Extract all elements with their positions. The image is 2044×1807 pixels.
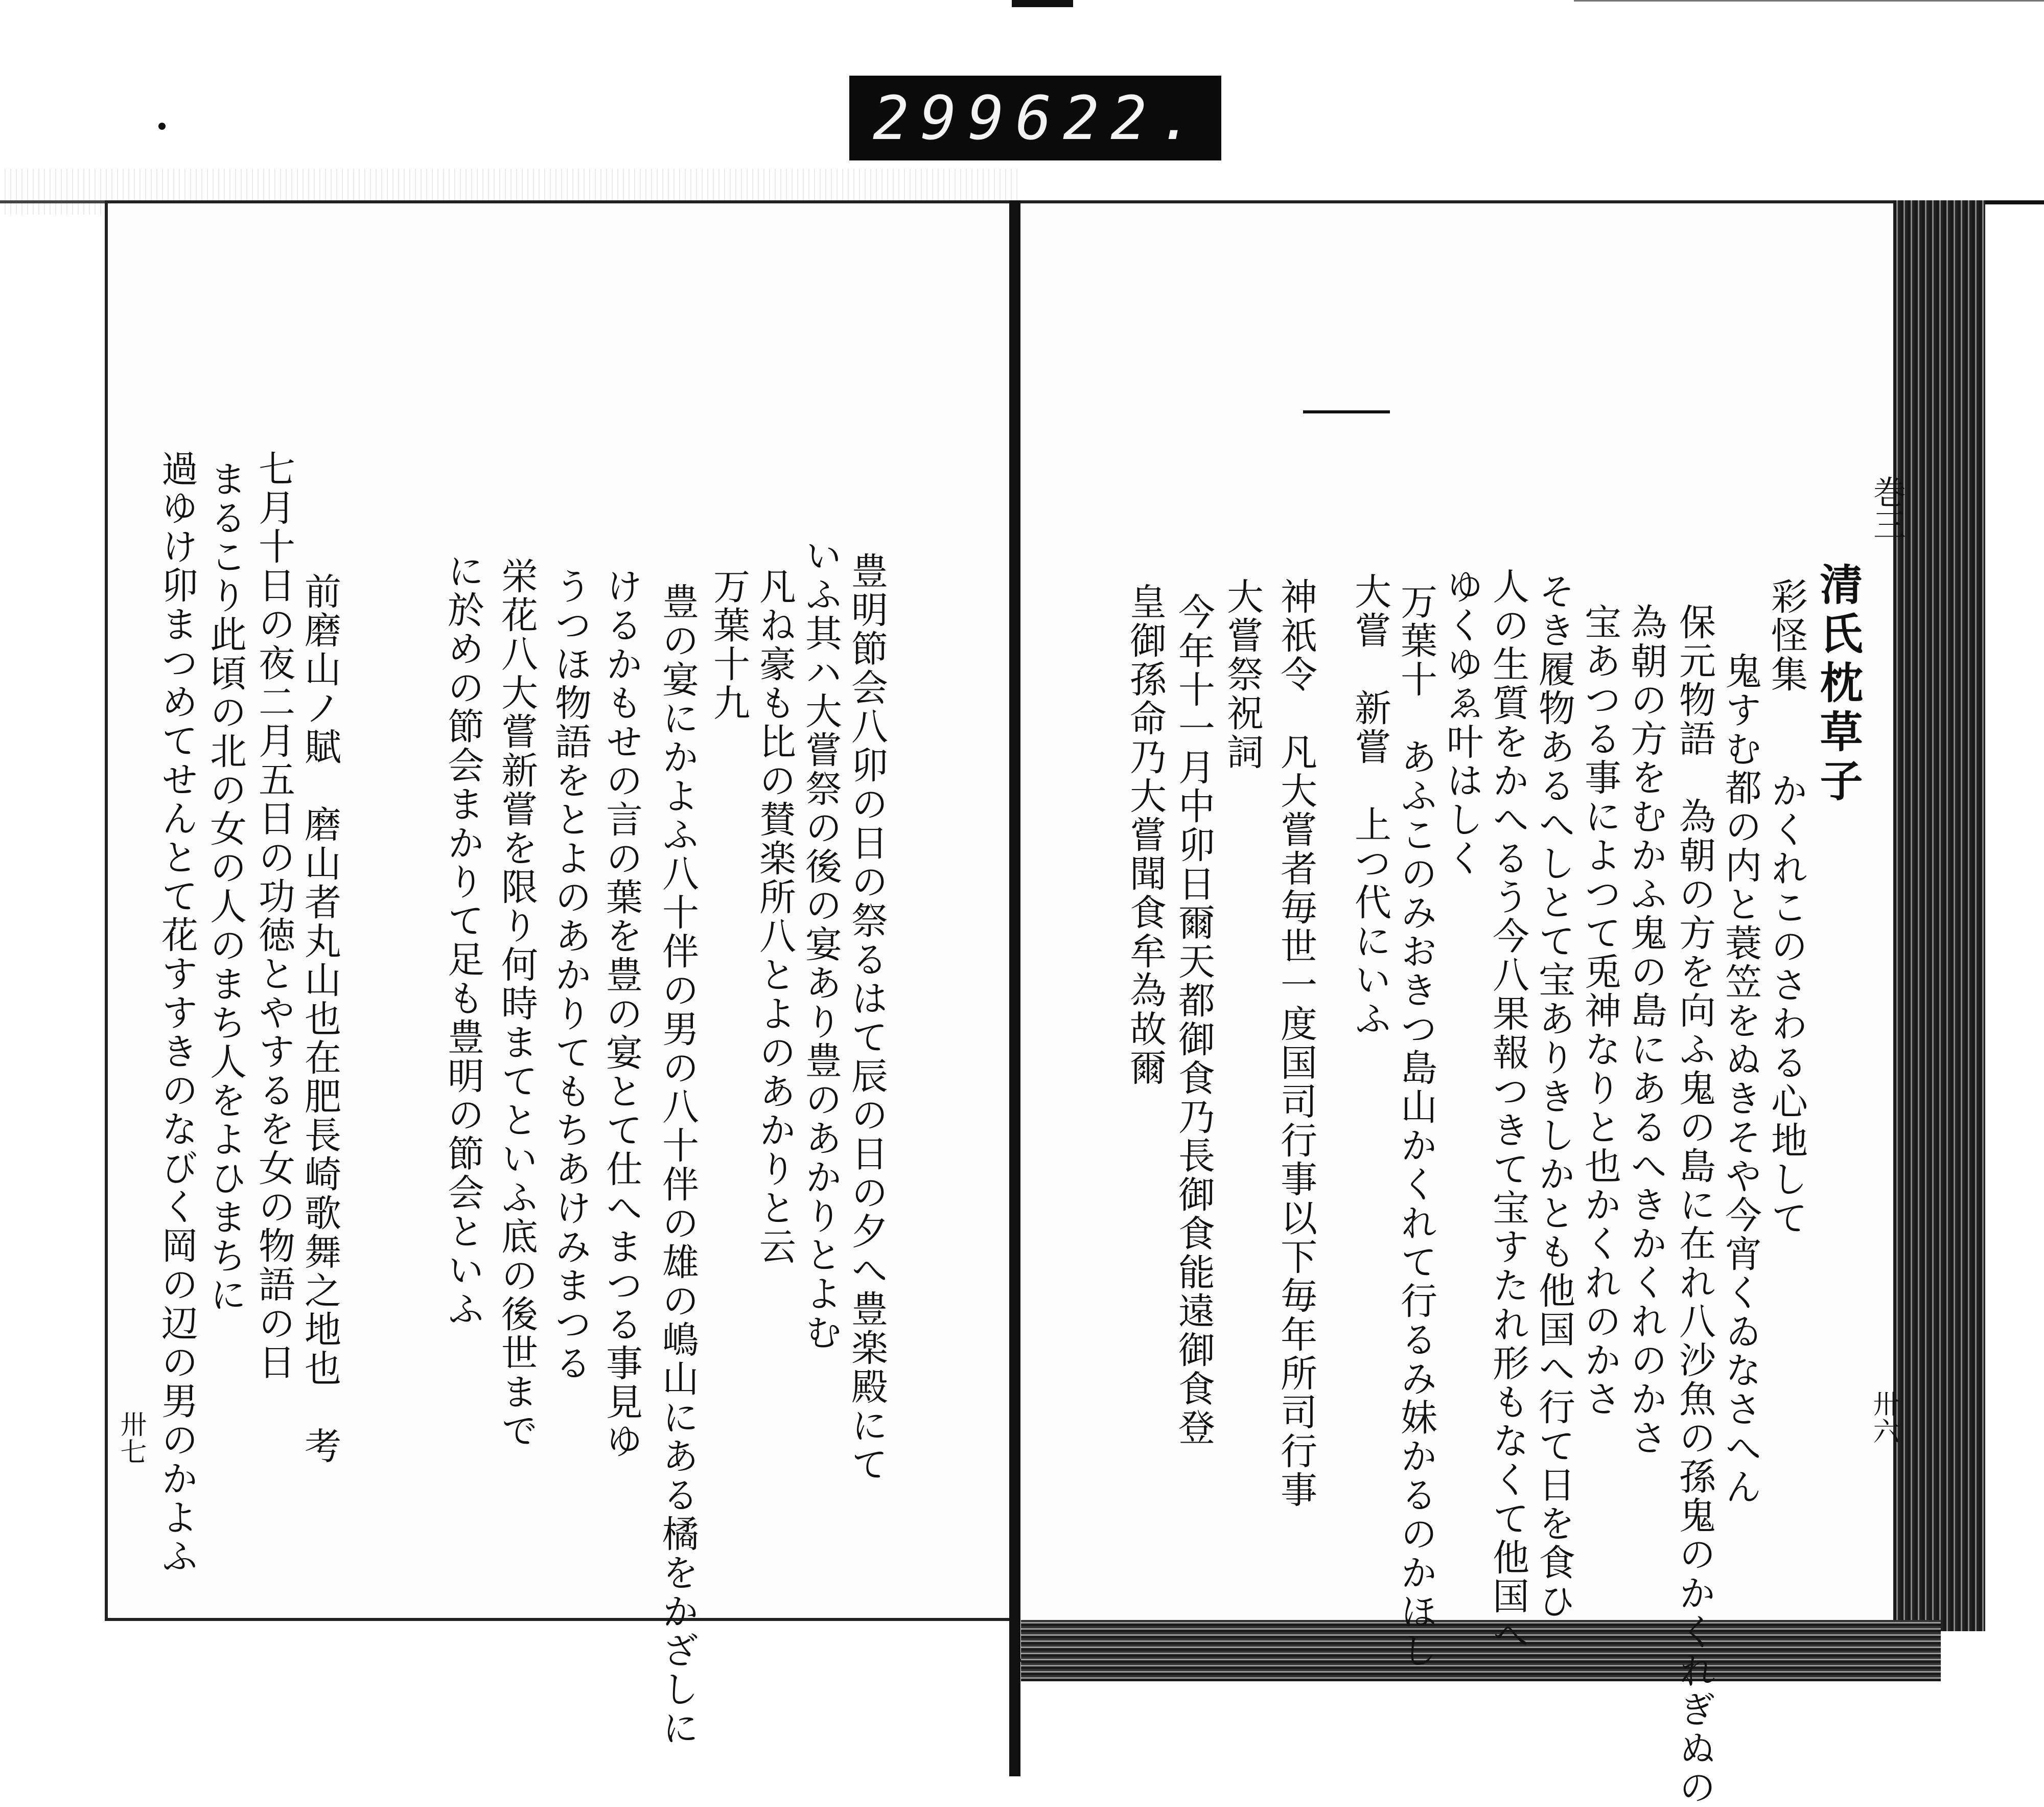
text-column: 宝あつる事によつて兎神なりと也かくれのかさ [1578, 603, 1621, 1419]
text-column: 神祇令 凡大嘗者毎世一度国司行事以下毎年所司行事 [1274, 577, 1317, 1510]
text-column: 豊明節会八卯の日の祭るはて辰の日の夕へ豊楽殿にて [845, 552, 888, 1484]
text-column: 豊の宴にかよふ八十伴の男の八十伴の雄の嶋山にある橘をかざしに [656, 583, 699, 1748]
top-edge-mark [1012, 0, 1073, 7]
section-dash [1303, 410, 1390, 413]
right-outer-edge [1985, 200, 2044, 204]
text-column: 保元物語 為朝の方を向ふ鬼の島に在れ八沙魚の孫鬼のかくれぎぬの [1673, 603, 1716, 1807]
text-column: ゆくゆゑ叶はしく [1441, 567, 1483, 878]
text-column: 大嘗祭祝詞 [1221, 577, 1264, 772]
volume-margin-tag: 巻三 [1868, 475, 1906, 541]
text-column: うつほ物語をとよのあかりてもちあけみまつる [549, 567, 592, 1383]
page-stack-bottom [1021, 1620, 1941, 1681]
text-column: 鬼すむ都の内と蓑笠をぬきそや今宵くゐなさへん [1719, 613, 1762, 1507]
text-column: 清氏枕草子 [1813, 562, 1864, 807]
text-column: 万葉十 あふこのみおきつ島山かくれて行るみ妹かるのかほし [1395, 583, 1437, 1670]
text-column: 七月十日の夜二月五日の功徳とやするを女の物語の日 [252, 450, 295, 1382]
text-column: 皇御孫命乃大嘗聞食牟為故爾 [1124, 583, 1167, 1087]
text-column: いふ其ハ大嘗祭の後の宴あり豊のあかりとよむ [799, 537, 842, 1352]
left-outer-edge [0, 200, 105, 203]
page-stack-edge [1893, 200, 1985, 1631]
text-column: 万葉十九 [707, 567, 750, 723]
text-column: に於めの節会まかりて足も豊明の節会といふ [442, 552, 484, 1329]
book-gutter [1009, 200, 1020, 1776]
page-number-tag: 卅六 [1868, 1390, 1899, 1445]
ink-speck [158, 123, 166, 130]
text-column: 大嘗 新嘗 上つ代にいふ [1349, 572, 1391, 1038]
text-column: 過ゆけ卯まつめてせんとて花すすきのなびく岡の辺の男のかよふ [155, 450, 198, 1576]
text-column: 今年十一月中卯日爾天都御食乃長御食能遠御食登 [1172, 593, 1215, 1447]
page-number-tag: 卅七 [115, 1410, 146, 1466]
text-column: そき履物あるへしとて宝ありきしかとも他国へ行て日を食ひ [1532, 572, 1575, 1621]
text-column: 人の生質をかへるう今八果報つきて宝すたれ形もなくて他国へ [1486, 567, 1529, 1655]
text-column: 彩怪集 かくれこのさわる心地して [1765, 577, 1808, 1238]
text-column: 凡ね豪も比の賛楽所八とよのあかりと云 [753, 567, 796, 1266]
top-edge-rule [1574, 0, 2044, 2]
frame-index: 622. [1015, 83, 1206, 153]
text-column: 栄花八大嘗新嘗を限り何時まてといふ底の後世まで [495, 557, 538, 1450]
frame-counter-label [849, 76, 1221, 160]
text-column: まるこり此頃の北の女の人のまち人をよひまちに [204, 460, 247, 1314]
text-column: 為朝の方をむかふ鬼の島にあるへきかくれのかさ [1624, 603, 1667, 1457]
text-column: 前磨山ノ賦 磨山者丸山也在肥長崎歌舞之地也 考 [298, 572, 341, 1466]
frame-number: 299 [873, 83, 1016, 153]
text-column: けるかもせの言の葉を豊の宴とて仕へまつる事見ゆ [600, 567, 643, 1461]
